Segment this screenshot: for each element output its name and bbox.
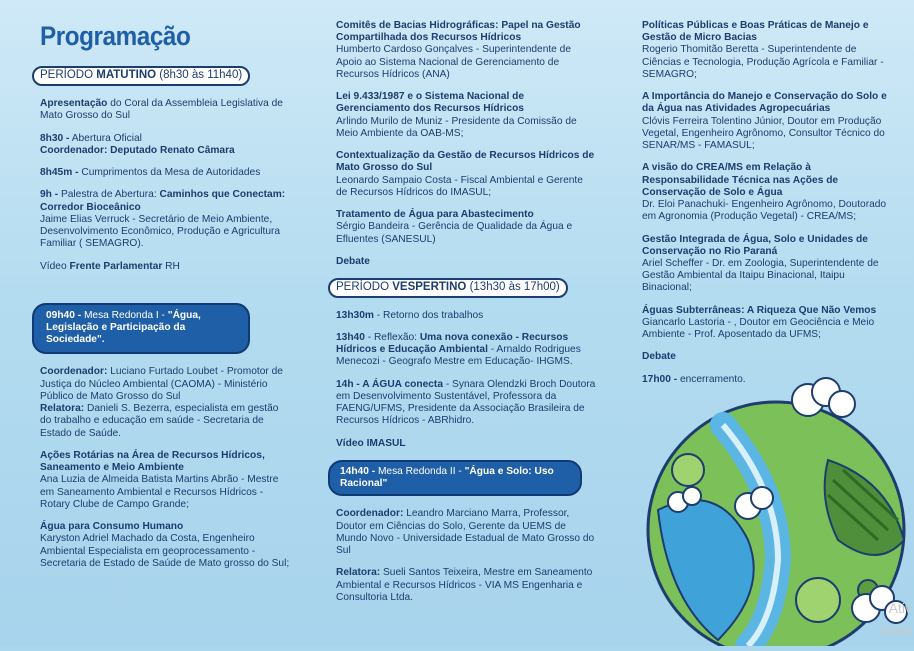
- program-item: [40, 133, 290, 157]
- item-text: Rogerio Thomitão Beretta - Superintendente de Ciências e Tecnologia, Produção Agrícola e Familiar - SEMAGRO;: [642, 44, 884, 80]
- item-bold: Coordenador:: [336, 508, 404, 520]
- period-label: PERÍODO: [40, 69, 97, 82]
- program-item: [336, 438, 596, 450]
- item-bold: A visão do CREA/MS em Relação à Responsabilidade Técnica nas Ações de Conservação de Solo e Água: [642, 162, 839, 198]
- item-bold: Água para Consumo Humano: [40, 521, 184, 533]
- debate-label: [336, 256, 596, 268]
- item-bold: Uma nova conexão - Recursos Hídricos e Educação Ambiental: [336, 332, 569, 356]
- program-item: [642, 91, 892, 152]
- program-item: [40, 366, 290, 403]
- item-bold: Contextualização da Gestão de Recursos Hídricos de Mato Grosso do Sul: [336, 150, 595, 174]
- column-middle: [336, 20, 596, 614]
- program-item: [336, 150, 596, 199]
- debate-label: [642, 351, 892, 363]
- item-text: Vídeo: [40, 260, 70, 272]
- program-item: [642, 305, 892, 342]
- item-bold: "Água e Solo: Uso Racional": [340, 465, 554, 490]
- item-bold: Debate: [642, 351, 676, 363]
- item-text: Arlindo Murilo de Muniz - Presidente da Comissão de Meio Ambiente da OAB-MS;: [336, 115, 577, 139]
- item-text: Karyston Adriel Machado da Costa, Engenheiro Ambiental Especialista em geoprocessamento - Secretaria de Estado de Saúde de Mato grosso do Sul;: [40, 533, 290, 569]
- item-bold: Águas Subterrâneas: A Riqueza Que Não Vemos: [642, 304, 877, 316]
- item-bold: 14h40 -: [340, 465, 376, 477]
- item-text: do Coral da Assembleia Legislativa de Mato Grosso do Sul: [40, 98, 283, 122]
- item-bold: 17h00 -: [642, 373, 678, 385]
- mesa-redonda-1-pill: [32, 303, 250, 355]
- item-text: Jaime Elias Verruck - Secretário de Meio Ambiente, Desenvolvimento Econômico, Produção e Agricultura Familiar ( SEMAGRO).: [40, 213, 281, 250]
- column-morning: [40, 0, 290, 580]
- item-bold: 13h40: [336, 332, 365, 344]
- item-text: Luciano Furtado Loubet - Promotor de Justiça do Núcleo Ambiental (CAOMA) - Ministério Público de Mato Grosso do Sul: [40, 366, 283, 402]
- program-item: [40, 403, 290, 440]
- period-time: (13h30 às 17h00): [466, 280, 560, 293]
- program-item: [40, 98, 290, 122]
- period-name: MATUTINO: [96, 69, 157, 82]
- item-bold: 9h -: [40, 189, 59, 201]
- globe-illustration: [628, 370, 914, 650]
- item-bold: 14h - A ÁGUA conecta: [336, 378, 443, 390]
- item-bold: Tratamento de Água para Abastecimento: [336, 209, 534, 221]
- program-item: [336, 508, 596, 557]
- item-text: Sueli Santos Teixeira, Mestre em Saneamento Ambiental e Recursos Hídricos - VIA MS Engenharia e Consultoria Ltda.: [336, 567, 593, 603]
- program-item: [336, 310, 596, 322]
- program-item: [642, 234, 892, 295]
- item-text: Mesa Redonda I -: [81, 309, 168, 321]
- program-item: [336, 91, 596, 140]
- item-bold: Gestão Integrada de Água, Solo e Unidades de Conservação no Rio Paraná: [642, 233, 868, 257]
- program-item: [40, 450, 290, 511]
- program-item: [336, 379, 596, 428]
- item-bold: Apresentação: [40, 98, 108, 110]
- item-text: - Arnaldo Rodrigues Menecozi - Geografo Mestre em Educação- IHGMS.: [336, 344, 581, 368]
- activation-watermark-line2: Aces: [880, 622, 912, 638]
- activation-watermark-line1: Ativ: [888, 600, 912, 616]
- item-bold: Coordenador: Deputado Renato Câmara: [40, 144, 235, 156]
- item-text: Ana Luzia de Almeida Batista Martins Abrão - Mestre em Saneamento Ambiental e Recursos Hídricos - Rotary Clube de Campo Grande;: [40, 474, 279, 510]
- item-bold: Políticas Públicas e Boas Práticas de Manejo e Gestão de Micro Bacias: [642, 20, 869, 44]
- item-bold: 09h40 -: [46, 309, 82, 321]
- item-bold: 8h30 -: [40, 132, 70, 144]
- program-item: [336, 567, 596, 604]
- program-item: [40, 521, 290, 570]
- item-bold: Frente Parlamentar: [69, 260, 163, 272]
- item-text: Sérgio Bandeira - Gerência de Qualidade da Água e Efluentes (SANESUL): [336, 221, 573, 245]
- item-text: Humberto Cardoso Gonçalves - Superintendente de Apoio ao Sistema Nacional de Gerenciamento de Recursos Hídricos (ANA): [336, 44, 572, 80]
- item-text: Mesa Redonda II -: [375, 465, 465, 477]
- page-title: Programação: [40, 21, 191, 51]
- item-bold: Debate: [336, 255, 370, 267]
- item-text: Clóvis Ferreira Tolentino Júnior, Doutor em Produção Vegetal, Engenheiro Agrônomo, Consultor Técnico do SENAR/MS - FAMASUL;: [642, 115, 885, 152]
- program-item: [336, 209, 596, 246]
- item-bold: Relatora:: [40, 403, 85, 415]
- period-afternoon-pill: [328, 278, 568, 298]
- item-text: Giancarlo Lastoria - , Doutor em Geociência e Meio Ambiente - Prof. Aposentado da UFMS;: [642, 316, 875, 341]
- program-item: [336, 332, 596, 369]
- item-bold: Lei 9.433/1987 e o Sistema Nacional de Gerenciamento dos Recursos Hídricos: [336, 91, 525, 115]
- item-text: Cumprimentos da Mesa de Autoridades: [78, 167, 261, 179]
- item-bold: Vídeo IMASUL: [336, 437, 406, 449]
- item-bold: Coordenador:: [40, 366, 108, 378]
- period-morning-pill: [32, 66, 250, 86]
- item-bold: Caminhos que Conectam: Corredor Bioceânico: [40, 189, 286, 213]
- item-bold: Relatora:: [336, 567, 381, 579]
- mesa-redonda-2-pill: [328, 460, 582, 496]
- program-item: [40, 189, 290, 250]
- item-text: - Synara Olendzki Broch Doutora em Desenvolvimento Sustentável, Professora da FAENG/UFMS, Presidente da Associação Brasileira de Recursos Hídricos - ABRhidro.: [336, 378, 596, 427]
- item-text: Leonardo Sampaio Costa - Fiscal Ambiental e Gerente de Recursos Hídricos do IMASUL;: [336, 174, 583, 198]
- item-bold: "Água, Legislação e Participação da Sociedade".: [46, 309, 201, 346]
- program-item: [40, 261, 290, 273]
- item-text: Leandro Marciano Marra, Professor, Doutor em Ciências do Solo, Gerente da UEMS de Mundo Novo - Universidade Estadual de Mato Grosso do Sul: [336, 508, 595, 557]
- program-item: [40, 167, 290, 179]
- globe-icon: [628, 370, 914, 646]
- item-text: - Reflexão:: [364, 332, 420, 344]
- period-label: PERÍODO: [336, 280, 393, 293]
- item-bold: Ações Rotárias na Área de Recursos Hídricos, Saneamento e Meio Ambiente: [40, 449, 265, 474]
- program-item: [336, 20, 596, 81]
- item-text: RH: [162, 260, 180, 272]
- item-text: Ariel Scheffer - Dr. em Zoologia, Superintendente de Gestão Ambiental da Itaipu Binacional, Itaipu Binacional;: [642, 257, 879, 294]
- period-time: (8h30 às 11h40): [156, 69, 243, 82]
- item-text: encerramento.: [677, 373, 746, 385]
- program-item: [642, 162, 892, 223]
- item-text: - Retorno dos trabalhos: [373, 309, 484, 321]
- item-bold: 13h30m: [336, 309, 374, 321]
- item-text: Dr. Eloi Panachuki- Engenheiro Agrônomo, Doutorado em Agronomia (Produção Vegetal) - CREA/MS;: [642, 199, 887, 223]
- period-name: VESPERTINO: [392, 280, 467, 293]
- program-item: [642, 20, 892, 81]
- item-text: Danieli S. Bezerra, especialista em gestão do trabalho e educação em saúde - Secretaria de Estado de Saúde.: [40, 403, 279, 439]
- column-right: [642, 20, 892, 396]
- item-bold: Comitês de Bacias Hidrográficas: Papel na Gestão Compartilhada dos Recursos Hídricos: [336, 20, 581, 44]
- item-bold: A Importância do Manejo e Conservação do Solo e da Água nas Atividades Agropecuárias: [642, 91, 887, 115]
- item-bold: 8h45m -: [40, 167, 79, 179]
- item-text: Abertura Oficial: [69, 132, 142, 144]
- item-text: Palestra de Abertura:: [58, 189, 160, 201]
